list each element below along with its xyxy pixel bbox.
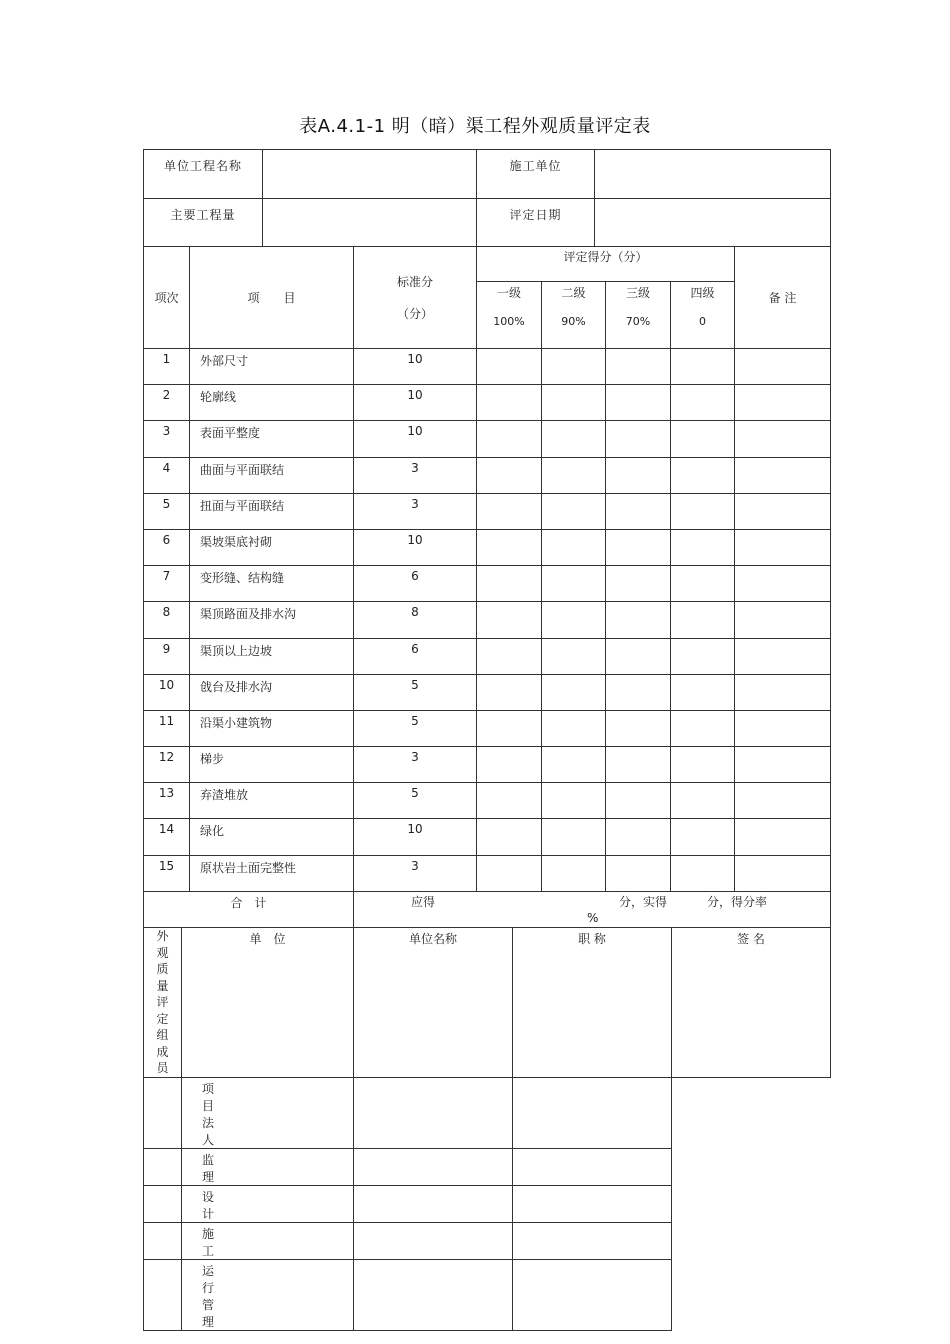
row-grade-score-cell[interactable] — [542, 493, 606, 529]
row-item: 曲面与平面联结 — [190, 457, 354, 493]
row-grade-score-cell[interactable] — [477, 674, 542, 710]
row-item: 渠顶路面及排水沟 — [190, 602, 354, 638]
row-grade-score-cell[interactable] — [542, 602, 606, 638]
row-grade-score-cell[interactable] — [477, 493, 542, 529]
row-grade-score-cell[interactable] — [671, 385, 735, 421]
row-grade-score-cell[interactable] — [671, 710, 735, 746]
row-grade-score-cell[interactable] — [542, 421, 606, 457]
row-no: 7 — [144, 566, 190, 602]
grade-name: 三级 — [625, 286, 650, 300]
row-grade-score-cell[interactable] — [477, 457, 542, 493]
row-grade-score-cell[interactable] — [477, 783, 542, 819]
grade-header — [671, 282, 735, 349]
item-no-header: 项次 — [144, 247, 190, 349]
member-signature-cell[interactable] — [513, 1148, 672, 1185]
member-signature-cell[interactable] — [513, 1077, 672, 1148]
row-no: 13 — [144, 783, 190, 819]
row-item: 外部尺寸 — [190, 349, 354, 385]
committee-row — [144, 1259, 831, 1330]
row-grade-score-cell[interactable] — [606, 855, 671, 891]
item-header: 项 目 — [190, 247, 354, 349]
row-no: 14 — [144, 819, 190, 855]
row-grade-score-cell[interactable] — [542, 457, 606, 493]
row-remarks-cell[interactable] — [735, 493, 831, 529]
row-no: 10 — [144, 674, 190, 710]
row-remarks-cell[interactable] — [735, 855, 831, 891]
std-score-header — [354, 247, 477, 349]
unit-project-label: 单位工程名称 — [144, 150, 263, 199]
row-remarks-cell[interactable] — [735, 349, 831, 385]
row-grade-score-cell[interactable] — [606, 819, 671, 855]
row-grade-score-cell[interactable] — [477, 638, 542, 674]
row-item: 变形缝、结构缝 — [190, 566, 354, 602]
row-grade-score-cell[interactable] — [606, 602, 671, 638]
table-row — [144, 457, 831, 493]
total-should-get: 应得 — [410, 894, 435, 909]
member-title-cell[interactable] — [354, 1185, 513, 1222]
member-role: 运行管理 — [144, 1259, 182, 1330]
row-grade-score-cell[interactable] — [606, 385, 671, 421]
row-grade-score-cell[interactable] — [477, 349, 542, 385]
grade-header — [542, 282, 606, 349]
row-remarks-cell[interactable] — [735, 421, 831, 457]
row-grade-score-cell[interactable] — [477, 602, 542, 638]
grade-name: 二级 — [561, 286, 586, 300]
remarks-header: 备 注 — [735, 247, 831, 349]
row-grade-score-cell[interactable] — [671, 349, 735, 385]
row-grade-score-cell[interactable] — [671, 783, 735, 819]
row-grade-score-cell[interactable] — [671, 529, 735, 565]
row-grade-score-cell[interactable] — [606, 710, 671, 746]
row-grade-score-cell[interactable] — [542, 674, 606, 710]
row-remarks-cell[interactable] — [735, 783, 831, 819]
member-title-cell[interactable] — [354, 1259, 513, 1330]
grade-pct: 70% — [625, 315, 651, 328]
member-title-cell[interactable] — [354, 1148, 513, 1185]
row-grade-score-cell[interactable] — [477, 710, 542, 746]
row-grade-score-cell[interactable] — [542, 783, 606, 819]
row-std-score: 3 — [354, 493, 477, 529]
row-grade-score-cell[interactable] — [542, 747, 606, 783]
row-std-score: 10 — [354, 349, 477, 385]
member-signature-cell[interactable] — [513, 1222, 672, 1259]
grade-header — [477, 282, 542, 349]
row-grade-score-cell[interactable] — [542, 566, 606, 602]
row-remarks-cell[interactable] — [735, 747, 831, 783]
row-std-score: 10 — [354, 529, 477, 565]
grade-name: 四级 — [690, 286, 715, 300]
row-item: 沿渠小建筑物 — [190, 710, 354, 746]
member-role: 施 工 — [144, 1222, 182, 1259]
row-std-score: 6 — [354, 566, 477, 602]
table-row — [144, 602, 831, 638]
row-grade-score-cell[interactable] — [606, 638, 671, 674]
eval-date-label: 评定日期 — [477, 199, 595, 247]
total-pct: % — [587, 910, 599, 925]
row-grade-score-cell[interactable] — [606, 349, 671, 385]
grade-name: 一级 — [496, 286, 521, 300]
table-row — [144, 710, 831, 746]
row-std-score: 6 — [354, 638, 477, 674]
row-remarks-cell[interactable] — [735, 566, 831, 602]
row-grade-score-cell[interactable] — [477, 747, 542, 783]
row-grade-score-cell[interactable] — [542, 819, 606, 855]
row-std-score: 10 — [354, 819, 477, 855]
row-grade-score-cell[interactable] — [606, 457, 671, 493]
table-row — [144, 819, 831, 855]
row-item: 表面平整度 — [190, 421, 354, 457]
row-remarks-cell[interactable] — [735, 385, 831, 421]
row-item: 弃渣堆放 — [190, 783, 354, 819]
total-rate: 分，得分率 — [706, 894, 767, 909]
committee-row — [144, 1185, 831, 1222]
row-item: 绿化 — [190, 819, 354, 855]
row-remarks-cell[interactable] — [735, 710, 831, 746]
row-item: 渠顶以上边坡 — [190, 638, 354, 674]
total-actual: 分，实得 — [618, 894, 667, 909]
row-grade-score-cell[interactable] — [542, 529, 606, 565]
row-std-score: 10 — [354, 421, 477, 457]
row-item: 梯步 — [190, 747, 354, 783]
row-grade-score-cell[interactable] — [477, 529, 542, 565]
member-signature-cell[interactable] — [513, 1185, 672, 1222]
member-role: 项目法人 — [144, 1077, 182, 1148]
table-row — [144, 421, 831, 457]
table-row — [144, 674, 831, 710]
row-item: 渠坡渠底衬砌 — [190, 529, 354, 565]
row-grade-score-cell[interactable] — [606, 747, 671, 783]
row-std-score: 8 — [354, 602, 477, 638]
row-remarks-cell[interactable] — [735, 819, 831, 855]
title-header: 职 称 — [513, 928, 672, 1078]
table-row — [144, 385, 831, 421]
table-row — [144, 783, 831, 819]
unit-project-field[interactable] — [263, 150, 477, 199]
row-remarks-cell[interactable] — [735, 602, 831, 638]
row-no: 11 — [144, 710, 190, 746]
row-grade-score-cell[interactable] — [477, 385, 542, 421]
row-grade-score-cell[interactable] — [671, 638, 735, 674]
row-std-score: 3 — [354, 747, 477, 783]
member-role: 设 计 — [144, 1185, 182, 1222]
committee-side-label — [144, 928, 182, 1078]
row-item: 轮廓线 — [190, 385, 354, 421]
row-item: 戗台及排水沟 — [190, 674, 354, 710]
row-std-score: 10 — [354, 385, 477, 421]
grade-pct: 90% — [561, 315, 586, 328]
unit-header: 单 位 — [182, 928, 354, 1078]
member-title-cell[interactable] — [354, 1077, 513, 1148]
row-grade-score-cell[interactable] — [606, 674, 671, 710]
row-grade-score-cell[interactable] — [606, 421, 671, 457]
row-grade-score-cell[interactable] — [671, 855, 735, 891]
row-remarks-cell[interactable] — [735, 674, 831, 710]
row-grade-score-cell[interactable] — [542, 710, 606, 746]
row-std-score: 3 — [354, 457, 477, 493]
row-no: 6 — [144, 529, 190, 565]
row-std-score: 5 — [354, 710, 477, 746]
row-std-score: 5 — [354, 783, 477, 819]
member-role: 监 理 — [144, 1148, 182, 1185]
row-grade-score-cell[interactable] — [542, 385, 606, 421]
table-row — [144, 638, 831, 674]
row-no: 15 — [144, 855, 190, 891]
unit-name-header: 单位名称 — [354, 928, 513, 1078]
page-title: 表A.4.1-1 明（暗）渠工程外观质量评定表 — [299, 116, 651, 137]
row-grade-score-cell[interactable] — [477, 421, 542, 457]
row-std-score: 5 — [354, 674, 477, 710]
table-row — [144, 493, 831, 529]
row-grade-score-cell[interactable] — [606, 529, 671, 565]
row-grade-score-cell[interactable] — [671, 602, 735, 638]
committee-side-text: 外观质量评定组成员 — [156, 929, 169, 1075]
row-remarks-cell[interactable] — [735, 457, 831, 493]
row-item: 原状岩土面完整性 — [190, 855, 354, 891]
row-no: 3 — [144, 421, 190, 457]
row-grade-score-cell[interactable] — [671, 747, 735, 783]
row-grade-score-cell[interactable] — [671, 457, 735, 493]
row-no: 1 — [144, 349, 190, 385]
row-grade-score-cell[interactable] — [671, 674, 735, 710]
row-grade-score-cell[interactable] — [671, 493, 735, 529]
std-score-unit: （分） — [396, 306, 433, 321]
row-grade-score-cell[interactable] — [477, 566, 542, 602]
eval-date-field[interactable] — [595, 199, 831, 247]
row-no: 2 — [144, 385, 190, 421]
row-remarks-cell[interactable] — [735, 638, 831, 674]
total-summary — [354, 891, 831, 927]
row-no: 4 — [144, 457, 190, 493]
row-std-score: 3 — [354, 855, 477, 891]
row-remarks-cell[interactable] — [735, 529, 831, 565]
total-label: 合 计 — [144, 891, 354, 927]
row-grade-score-cell[interactable] — [477, 855, 542, 891]
main-quantity-field[interactable] — [263, 199, 477, 247]
member-title-cell[interactable] — [354, 1222, 513, 1259]
project-info-table — [143, 149, 831, 247]
committee-row — [144, 1222, 831, 1259]
row-grade-score-cell[interactable] — [542, 349, 606, 385]
row-no: 12 — [144, 747, 190, 783]
row-no: 8 — [144, 602, 190, 638]
table-row — [144, 529, 831, 565]
signature-header: 签 名 — [672, 928, 831, 1078]
score-table — [143, 246, 831, 928]
row-grade-score-cell[interactable] — [671, 421, 735, 457]
committee-row — [144, 1148, 831, 1185]
table-row — [144, 349, 831, 385]
table-row — [144, 747, 831, 783]
construction-unit-field[interactable] — [595, 150, 831, 199]
grade-pct: 0 — [699, 315, 706, 328]
std-score-label: 标准分 — [396, 274, 433, 289]
row-item: 扭面与平面联结 — [190, 493, 354, 529]
grade-header — [606, 282, 671, 349]
row-grade-score-cell[interactable] — [477, 819, 542, 855]
table-row — [144, 855, 831, 891]
row-no: 9 — [144, 638, 190, 674]
eval-score-header: 评定得分（分） — [477, 247, 735, 282]
row-grade-score-cell[interactable] — [671, 566, 735, 602]
member-signature-cell[interactable] — [513, 1259, 672, 1330]
table-row — [144, 566, 831, 602]
row-grade-score-cell[interactable] — [542, 638, 606, 674]
committee-row — [144, 1077, 831, 1148]
row-grade-score-cell[interactable] — [606, 566, 671, 602]
row-no: 5 — [144, 493, 190, 529]
row-grade-score-cell[interactable] — [606, 493, 671, 529]
committee-table — [143, 927, 831, 1331]
grade-pct: 100% — [493, 315, 525, 328]
row-grade-score-cell[interactable] — [542, 855, 606, 891]
row-grade-score-cell[interactable] — [606, 783, 671, 819]
construction-unit-label: 施工单位 — [477, 150, 595, 199]
row-grade-score-cell[interactable] — [671, 819, 735, 855]
main-quantity-label: 主要工程量 — [144, 199, 263, 247]
